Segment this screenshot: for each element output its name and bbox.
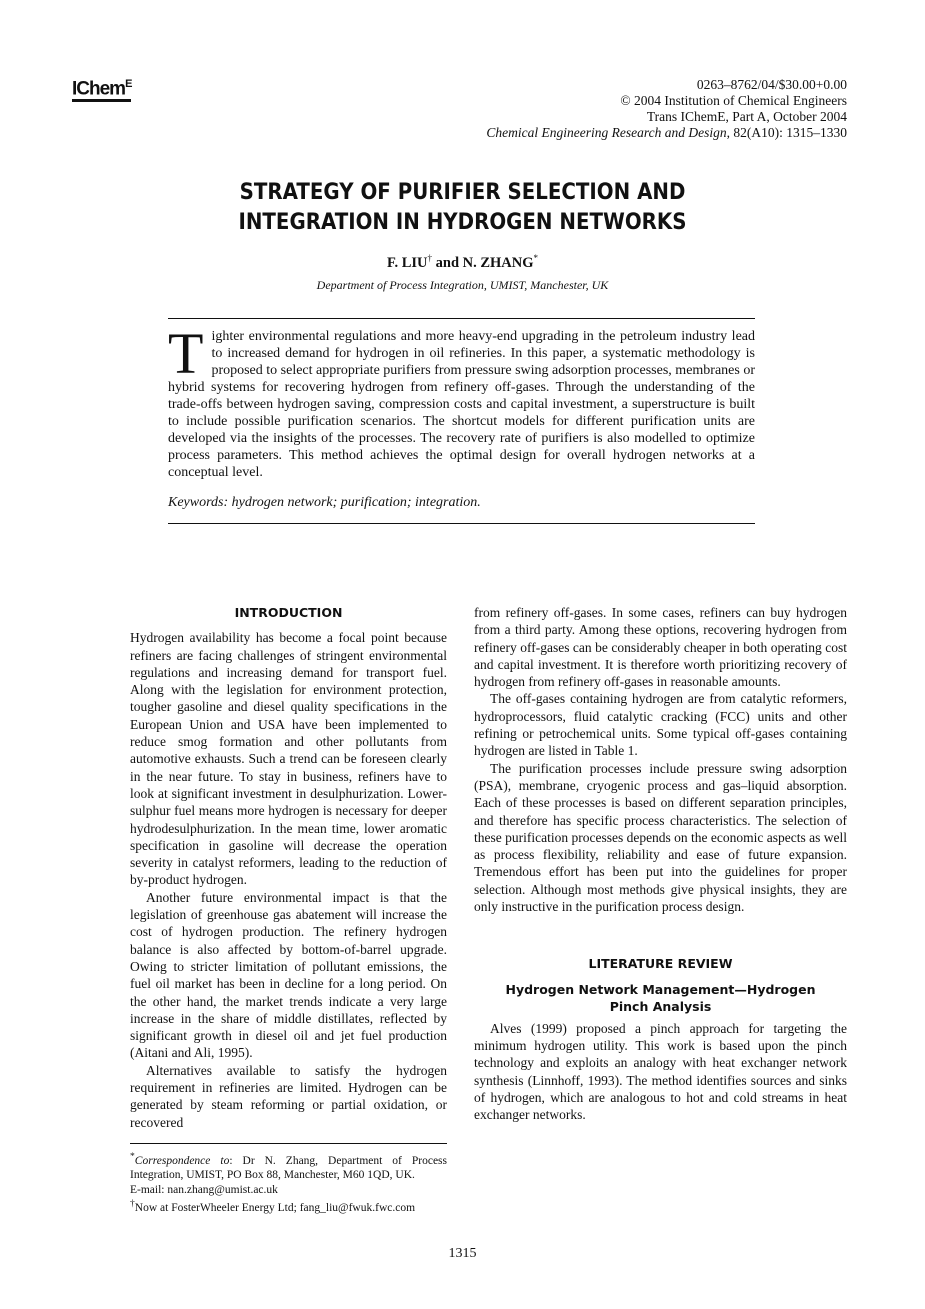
footnote-mark: * — [130, 1150, 135, 1162]
author-name: N. ZHANG — [462, 254, 534, 271]
subsection-heading: Pinch Analysis — [609, 998, 712, 1014]
subsection-heading: Hydrogen Network Management—Hydrogen — [505, 981, 816, 997]
footnotes — [130, 1150, 447, 1216]
author-name: F. LIU — [386, 254, 428, 271]
title-line: STRATEGY OF PURIFIER SELECTION AND — [239, 180, 686, 205]
email-footnote: E-mail: nan.zhang@umist.ac.uk — [130, 1183, 278, 1196]
paragraph: from refinery off-gases. In some cases, refiners can buy hydrogen from a third party. Among these options, recovering hydrogen from refinery off-gases can be considerably cheaper in both operating cost and capital investment. It is therefore worth prioritizing recovery of hydrogen from refinery off-gases in reasonable amounts. — [474, 605, 847, 690]
correspondence-label: Correspondence to — [134, 1154, 230, 1167]
abstract — [168, 328, 755, 481]
section-heading-introduction: INTRODUCTION — [234, 605, 343, 620]
correspondence-text: : Dr N. Zhang, Department of Process Integration, UMIST, PO Box 88, Manchester, M60 1QD, UK. — [130, 1154, 447, 1182]
journal-name: Chemical Engineering Research and Design — [486, 125, 727, 140]
keywords: Keywords: hydrogen network; purification; integration. — [168, 495, 481, 510]
abstract-block — [168, 318, 755, 524]
author-conjunction: and — [432, 254, 463, 271]
journal-volume: , 82(A10): 1315–1330 — [726, 125, 847, 140]
title-line: INTEGRATION IN HYDROGEN NETWORKS — [238, 210, 687, 235]
abstract-text: ighter environmental regulations and more heavy-end upgrading in the petroleum industry lead to increased demand for hydrogen in oil refineries. In this paper, a systematic methodology is proposed to select appropriate purifiers from pressure swing adsorption processes, membranes or hybrid systems for recovering hydrogen from refinery off-gases. Through the understanding of the trade-offs between hydrogen saving, compression costs and capital investment, a superstructure is built to include possible purification scenarios. The shortcut models for different purification units are developed via the insights of the processes. The recovery rate of purifiers is also modelled to optimize process parameters. This method achieves the optimal design for overall hydrogen networks at a conceptual level. — [168, 329, 755, 480]
drop-cap: T — [168, 328, 204, 386]
footnote-divider — [130, 1143, 447, 1144]
logo-text: IChem — [72, 78, 126, 100]
paragraph: The purification processes include pressure swing adsorption (PSA), membrane, cryogenic process and gas–liquid absorption. Each of these processes is based on different separation principles, and therefore has specific process characteristics. The selection of these purification processes depends on the economic aspects as well as process flexibility, reliability and ease of future expansion. Tremendous effort has been put into the guidelines for proper selection. Although most methods give physical insights, they are only instructive in the purification process design. — [474, 760, 848, 915]
section-heading-literature-review: LITERATURE REVIEW — [588, 956, 733, 972]
right-column — [474, 604, 847, 1123]
page-number: 1315 — [448, 1245, 477, 1261]
paragraph: Alternatives available to satisfy the hydrogen requirement in refineries are limited. Hydrogen can be generated by steam reforming or partial oxidation, or recovered — [130, 1062, 447, 1130]
affiliation: Department of Process Integration, UMIST, Manchester, UK — [316, 278, 609, 292]
current-address-footnote — [130, 1197, 447, 1215]
paragraph: The off-gases containing hydrogen are from catalytic reformers, hydroprocessors, fluid catalytic cracking (FCC) units and other refining or petrochemical units. Some typical off-gases containing hydrogen are listed in Table 1. — [474, 691, 847, 759]
issn-line: 0263–8762/04/$30.00+0.00 — [696, 77, 847, 92]
divider — [168, 318, 755, 319]
copyright-line: © 2004 Institution of Chemical Engineers — [620, 93, 847, 108]
trans-line: Trans IChemE, Part A, October 2004 — [646, 109, 847, 124]
logo-sup: E — [125, 78, 132, 90]
correspondence-footnote — [130, 1150, 447, 1183]
footnote-mark: † — [427, 253, 432, 263]
paragraph: Alves (1999) proposed a pinch approach for targeting the minimum hydrogen utility. This work is based upon the pinch technology and exploits an analogy with heat exchanger network synthesis (Linnhoff, 1993). The method identifies sources and sinks of hydrogen, which are analogous to hot and cold streams in heat exchanger networks. — [474, 1020, 847, 1123]
two-column-body — [130, 604, 847, 1216]
literature-review — [474, 955, 847, 1123]
left-column — [130, 604, 447, 1216]
paragraph: Hydrogen availability has become a focal point because refiners are facing challenges of stringent environmental regulations and increasing demand for transport fuel. Along with the legislation for environment protection, tougher gasoline and diesel quality specifications in the European Union and USA have been implemented to reduce smog formation and other pollutants from automotive exhausts. Such a trend can be foreseen clearly in the near future. To stay in business, refiners have to look at significant investment in desulphurization. Lower-sulphur fuel means more hydrogen is necessary for deeper hydrodesulphurization. In the mean time, lower aromatic specification in gasoline will decrease the operation severity in catalyst reformers, leading to the reduction of by-product hydrogen. — [130, 630, 447, 888]
footnote-mark: † — [130, 1198, 135, 1210]
paragraph: Another future environmental impact is that the legislation of greenhouse gas abatement will increase the cost of hydrogen production. The refinery hydrogen balance is also affected by bottom-of-barrel upgrade. Owing to stricter limitation of pollutant emissions, the fuel oil market has been in decline for a long period. On the other hand, the market trends indicate a very large increase in the share of middle distillates, reflected by significant growth in diesel oil and jet fuel production (Aitani and Ali, 1995). — [130, 889, 447, 1061]
current-address-text: Now at FosterWheeler Energy Ltd; fang_liu@fwuk.fwc.com — [134, 1202, 416, 1215]
footnote-mark: * — [533, 253, 539, 263]
divider — [168, 523, 755, 524]
